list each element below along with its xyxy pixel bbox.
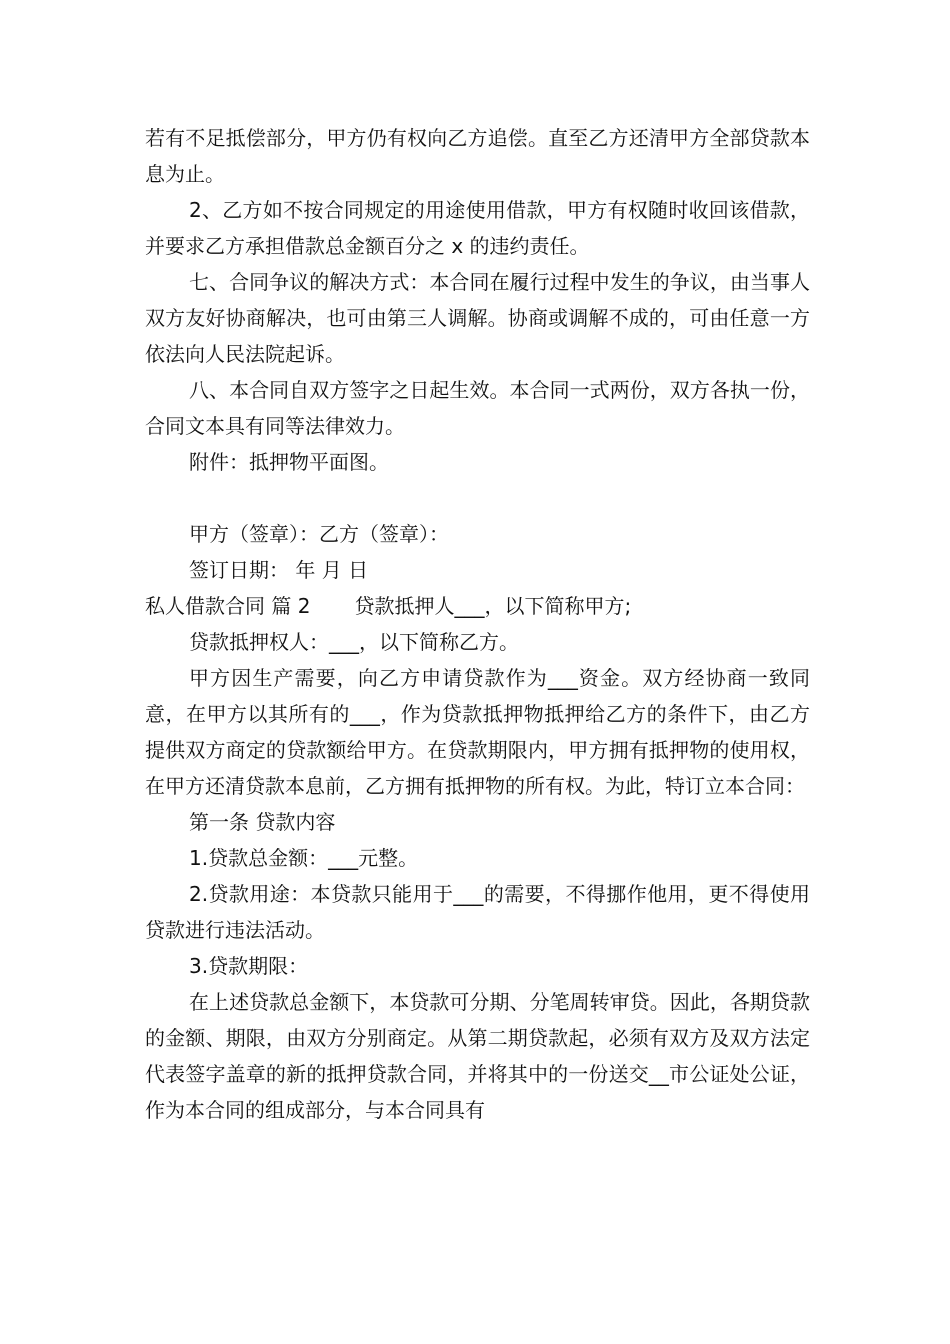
document-body (145, 120, 810, 1128)
paragraph-loan-purpose-intro: 甲方因生产需要，向乙方申请贷款作为___资金。双方经协商一致同意，在甲方以其所有的___，作为贷款抵押物抵押给乙方的条件下，由乙方提供双方商定的贷款额给甲方。在贷款期限内，甲方拥有抵押物的使用权，在甲方还清贷款本息前，乙方拥有抵押物的所有权。为此，特订立本合同： (145, 666, 810, 798)
paragraph-breach-clause: 2、乙方如不按合同规定的用途使用借款，甲方有权随时收回该借款，并要求乙方承担借款总金额百分之 x 的违约责任。 (145, 198, 810, 258)
loan-usage: 2.贷款用途：本贷款只能用于___的需要，不得挪作他用，更不得使用贷款进行违法活动。 (145, 882, 810, 942)
paragraph-compensation: 若有不足抵偿部分，甲方仍有权向乙方追偿。直至乙方还清甲方全部贷款本息为止。 (145, 126, 810, 186)
section-heading-line (145, 588, 810, 624)
section-title: 私人借款合同 篇 2 (145, 594, 311, 618)
loan-total-amount: 1.贷款总金额：___元整。 (189, 846, 419, 870)
paragraph-effective-date: 八、本合同自双方签字之日起生效。本合同一式两份，双方各执一份，合同文本具有同等法律效力。 (145, 378, 810, 438)
paragraph-dispute-resolution: 七、合同争议的解决方式：本合同在履行过程中发生的争议，由当事人双方友好协商解决，也可由第三人调解。协商或调解不成的，可由任意一方依法向人民法院起诉。 (145, 270, 810, 366)
signature-line: 甲方（签章）：乙方（签章）： (189, 522, 449, 546)
article-one-heading: 第一条 贷款内容 (189, 810, 336, 834)
blank-line (145, 480, 810, 516)
loan-term-detail: 在上述贷款总金额下，本贷款可分期、分笔周转审贷。因此，各期贷款的金额、期限，由双方分别商定。从第二期贷款起，必须有双方及双方法定代表签字盖章的新的抵押贷款合同，并将其中的一份送交__市公证处公证，作为本合同的组成部分，与本合同具有 (145, 990, 810, 1122)
paragraph-mortgagee: 贷款抵押权人：___，以下简称乙方。 (189, 630, 519, 654)
loan-term-heading: 3.贷款期限： (189, 954, 309, 978)
section-first-line: 贷款抵押人___，以下简称甲方; (354, 594, 632, 618)
paragraph-attachment: 附件：抵押物平面图。 (189, 450, 389, 474)
signing-date-line: 签订日期： 年 月 日 (189, 558, 369, 582)
